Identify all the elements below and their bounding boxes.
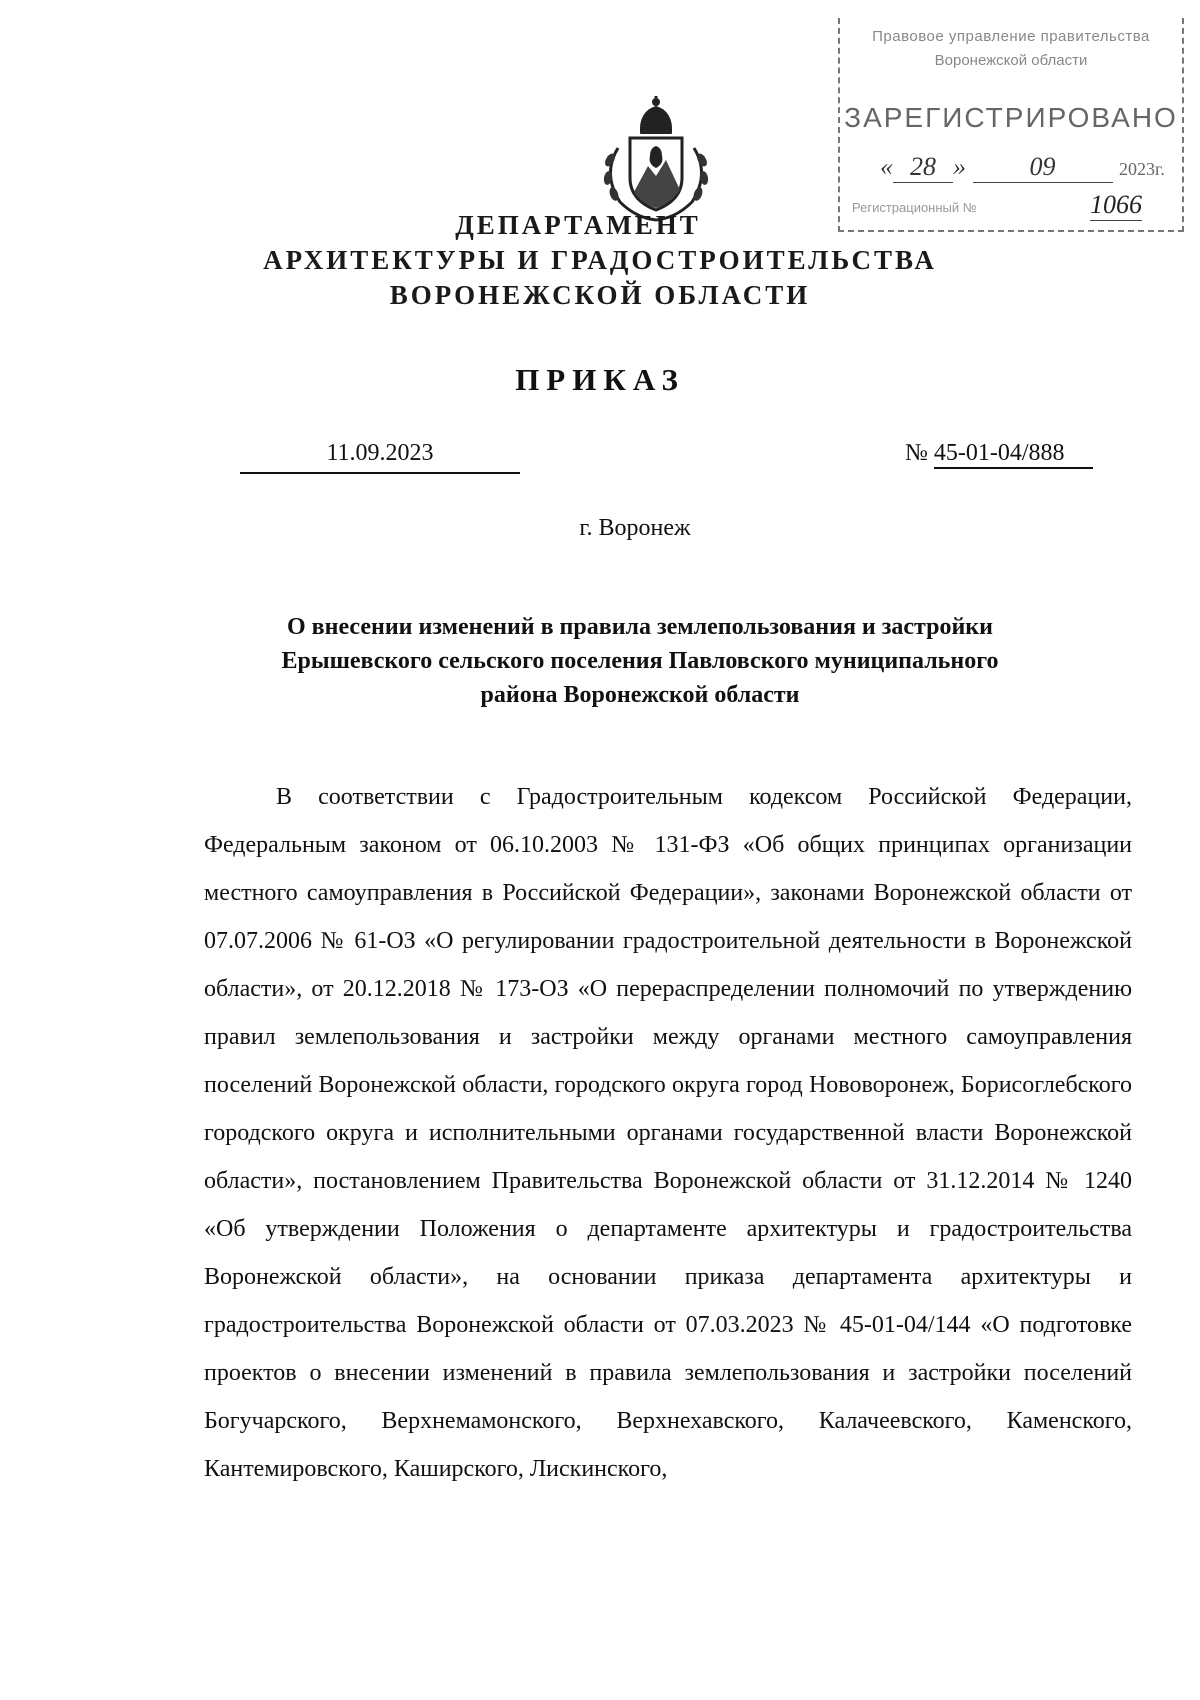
order-date-value: 11.09.2023 (326, 440, 434, 466)
order-subject (200, 610, 1080, 712)
order-date-underline (240, 472, 520, 474)
body-paragraph: В соответствии с Градостроительным кодексом Российской Федерации, Федеральным законом от 06.10.2003 № 131-ФЗ «Об общих принципах организации местного самоуправления в Российской Федерации», законами Воронежской области от 07.07.2006 № 61-ОЗ «О регулировании градостроительной деятельности в Воронежской области», от 20.12.2018 № 173-ОЗ «О перераспределении полномочий по утверждению правил землепользования и застройки между органами местного самоуправления поселений Воронежской области, городского округа город Нововоронеж, Борисоглебского городского округа и исполнительными органами государственной власти Воронежской области», постановлением Правительства Воронежской области от 31.12.2014 № 1240 «Об утверждении Положения о департаменте архитектуры и градостроительства Воронежской области», на основании приказа департамента архитектуры и градостроительства Воронежской области от 07.03.2023 № 45-01-04/144 «О подготовке проектов о внесении изменений в правила землепользования и застройки поселений Богучарского, Верхнемамонского, Верхнехавского, Калачеевского, Каменского, Кантемировского, Каширского, Лискинского, (204, 784, 1132, 1482)
order-number-value: 45-01-04/888 (934, 440, 1093, 469)
department-line1: ДЕПАРТАМЕНТ (455, 210, 701, 240)
stamp-authority-line2: Воронежской области (934, 52, 1088, 69)
stamp-date: « 28 » 09 2023г. (880, 152, 1165, 181)
stamp-year: 2023г. (1119, 159, 1165, 179)
subject-line3: района Воронежской области (480, 682, 800, 708)
stamp-regno: 1066 (1090, 190, 1142, 219)
department-line3: ВОРОНЕЖСКОЙ ОБЛАСТИ (389, 280, 811, 310)
department-line2: АРХИТЕКТУРЫ И ГРАДОСТРОИТЕЛЬСТВА (263, 245, 937, 275)
subject-line2: Ерышевского сельского поселения Павловского муниципального (281, 648, 999, 674)
order-number-prefix: № (905, 440, 928, 466)
stamp-registered: ЗАРЕГИСТРИРОВАНО (844, 102, 1178, 133)
order-title: ПРИКАЗ (515, 362, 685, 397)
subject-line1: О внесении изменений в правила землепользования и застройки (287, 614, 993, 640)
order-number (905, 440, 1093, 469)
stamp-authority-line1: Правовое управление правительства (872, 28, 1150, 45)
order-date (240, 440, 520, 467)
stamp-regno-label: Регистрационный № (852, 200, 977, 215)
order-city: г. Воронеж (579, 515, 691, 541)
stamp-day: 28 (893, 152, 953, 183)
registration-stamp (838, 18, 1184, 232)
coat-of-arms-icon (596, 96, 716, 226)
stamp-month: 09 (973, 152, 1113, 183)
